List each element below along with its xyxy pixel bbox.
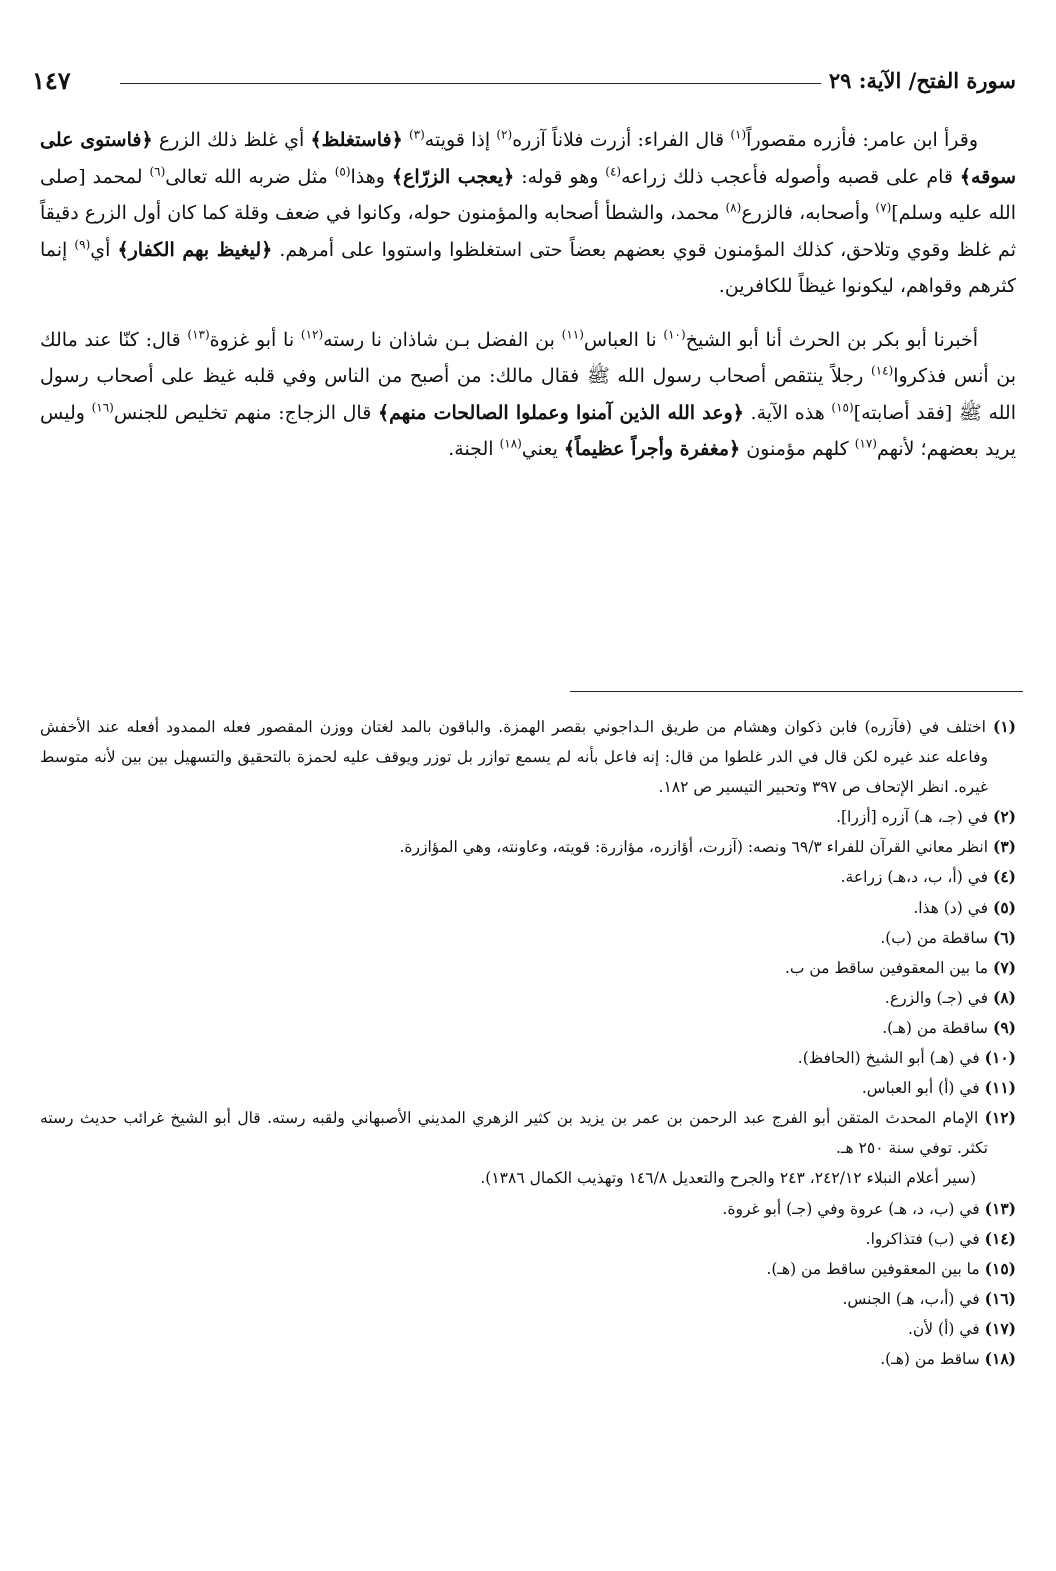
footnote-text: ما بين المعقوفين ساقط من ب.	[784, 958, 989, 977]
footnote-text: في (أ) لأن.	[907, 1319, 980, 1338]
footnote-ref[interactable]: (٤)	[605, 164, 622, 179]
quran-quote: ﴿فاستغلظ﴾	[310, 129, 403, 151]
footnote	[40, 1254, 1016, 1284]
quran-quote: ﴿وعد الله الذين آمنوا وعملوا الصالحات منهم﴾	[377, 401, 744, 424]
footnote	[40, 802, 1016, 832]
footnote-number: (١٦)	[984, 1288, 1016, 1308]
text-run: أي غلظ ذلك الزرع	[152, 129, 311, 151]
footnote-ref[interactable]: (١٥)	[831, 400, 854, 415]
footnote-ref[interactable]: (١)	[730, 127, 747, 142]
footnote-number: (١٤)	[984, 1228, 1016, 1248]
footnote-ref[interactable]: (١٣)	[187, 327, 210, 342]
text-run: أخبرنا أبو بكر بن الحرث أنا أبو الشيخ	[685, 328, 978, 351]
text-run: إنما كثرهم وقواهم، ليكونوا غيظاً للكافرين.	[40, 238, 1016, 297]
footnote-ref[interactable]: (٢)	[496, 127, 513, 142]
footnote-ref[interactable]: (٨)	[725, 200, 742, 215]
footnote	[40, 1043, 1016, 1073]
footnote-text: الإمام المحدث المتقن أبو الفرج عبد الرحمن بن عمر بن يزيد بن كثير الزهري المديني الأصبهاني ولقبه رسته. قال أبو الشيخ غرائب حديث رسته تكثر. توفي سنة ٢٥٠ هـ.	[40, 1109, 988, 1158]
footnote-text: في (أ) أبو العباس.	[861, 1079, 980, 1098]
footnote	[40, 1344, 1016, 1374]
text-run: قال: كنّا عند مالك بن أنس فذكروا	[40, 328, 1016, 387]
text-run: يعني	[521, 438, 564, 460]
footnote-ref[interactable]: (١٨)	[499, 436, 522, 451]
footnote-number: (٤)	[992, 867, 1016, 887]
text-run: لمحمد [صلى الله عليه وسلم]	[40, 165, 1016, 224]
footnote-continuation	[40, 1163, 1016, 1193]
main-text	[40, 122, 1016, 485]
footnote-number: (١١)	[984, 1078, 1016, 1098]
footnote-text: ساقطة من (هـ).	[882, 1018, 989, 1037]
footnote-ref[interactable]: (١١)	[561, 327, 584, 342]
footnote-text: (سير أعلام النبلاء ٢٤٢/١٢، ٢٤٣ والجرح والتعديل ١٤٦/٨ وتهذيب الكمال ١٣٨٦).	[480, 1169, 976, 1188]
quran-quote: ﴿فاستوى على سوقه﴾	[40, 129, 1017, 188]
text-run: قال الزجاج: منهم تخليص للجنس	[113, 401, 378, 424]
footnote-ref[interactable]: (٧)	[875, 200, 892, 215]
text-run: قال الفراء: أزرت فلاناً آزره	[512, 129, 731, 151]
footnote-number: (٩)	[992, 1017, 1016, 1037]
header-rule	[120, 83, 821, 84]
footnote	[40, 893, 1016, 923]
footnote-number: (٧)	[992, 957, 1016, 977]
text-run: هذه الآية.	[743, 401, 832, 424]
footnote	[40, 923, 1016, 953]
text-run: الجنة.	[448, 438, 500, 460]
footnote-number: (٦)	[992, 927, 1016, 947]
footnote-ref[interactable]: (١٧)	[854, 436, 877, 451]
footnote-ref[interactable]: (١٠)	[663, 327, 686, 342]
quran-quote: ﴿ليغيظ بهم الكفار﴾	[117, 238, 273, 261]
footnote-number: (١٥)	[984, 1258, 1016, 1278]
footnote-number: (٢)	[992, 807, 1016, 827]
footnote	[40, 1194, 1016, 1224]
text-run: نا أبو غزوة	[209, 328, 301, 351]
footnote-text: في (أ،ب، هـ) الجنس.	[842, 1289, 980, 1308]
footnote-text: ساقط من (هـ).	[880, 1349, 980, 1368]
footnote-text: ما بين المعقوفين ساقط من (هـ).	[766, 1259, 980, 1278]
text-run: بن الفضل بـن شاذان نا رسته	[323, 328, 562, 351]
footnote-number: (١٣)	[984, 1198, 1016, 1218]
paragraph-1	[40, 122, 1016, 305]
footnote	[40, 1073, 1016, 1103]
footnote-number: (٨)	[992, 987, 1016, 1007]
text-run: نا العباس	[583, 328, 664, 351]
footnote-text: انظر معاني القرآن للفراء ٦٩/٣ ونصه: (آزرت، أؤازره، مؤازرة: قويته، وعاونته، وهي المؤازرة.	[399, 838, 989, 857]
quran-quote: ﴿مغفرة وأجراً عظيماً﴾	[563, 438, 741, 460]
footnote-number: (١٠)	[984, 1048, 1016, 1068]
text-run: وقرأ ابن عامر: فأزره مقصوراً	[746, 129, 978, 151]
footnote-text: في (أ، ب، د،هـ) زراعة.	[840, 868, 989, 887]
footnote-text: في (هـ) أبو الشيخ (الحافظ).	[797, 1049, 980, 1068]
footnote-text: في (ب، د، هـ) عروة وفي (جـ) أبو غروة.	[722, 1199, 980, 1218]
footnote-number: (١٢)	[984, 1108, 1016, 1128]
footnote-text: في (جـ، هـ) آزره [أزرا].	[836, 808, 989, 827]
footnote	[40, 832, 1016, 862]
quran-quote: ﴿يعجب الزرّاع﴾	[391, 165, 515, 188]
paragraph-2	[40, 322, 1016, 468]
footnote	[40, 983, 1016, 1013]
text-run: قام على قصبه وأصوله فأعجب ذلك زراعه	[621, 165, 960, 188]
footnote-ref[interactable]: (٥)	[334, 164, 351, 179]
text-run: وهو قوله:	[514, 165, 606, 188]
footnote-text: اختلف في (فآزره) فابن ذكوان وهشام من طريق الـداجوني بقصر الهمزة. والباقون بالمد لغتان ووزن المقصور فعله الممدود أفعله عند الأخفش وفاعله عند غيره لكن قال في الدر غلطوا من قال: إنه فاعل بأنه لم يسمع توازر بل توزر ويوقف عليه لحمزة بالتحقيق والتسهيل بين بين لأنه متوسط غيره. انظر الإتحاف ص ٣٩٧ وتحبير التيسير ص ١٨٢.	[40, 718, 988, 797]
footnote-number: (١٧)	[984, 1318, 1016, 1338]
page-header	[32, 62, 1016, 96]
footnote-number: (١)	[992, 717, 1016, 736]
running-title: سورة الفتح/ الآية: ٢٩	[828, 68, 1016, 93]
text-run: أي	[90, 238, 118, 261]
footnote-text: في (جـ) والزرع.	[884, 988, 989, 1007]
text-run: رجلاً ينتقص أصحاب رسول الله ﷺ فقال مالك: من أصبح من الناس وفي قلبه غيظ على أصحاب رسول الله ﷺ [فقد أصابته]	[40, 365, 1016, 424]
footnote-number: (٥)	[992, 897, 1016, 917]
footnote	[40, 712, 1016, 802]
footnote-ref[interactable]: (٣)	[408, 127, 425, 142]
text-run: وهذا	[350, 165, 392, 188]
footnote-text: في (ب) فتذاكروا.	[865, 1229, 980, 1248]
footnote-number: (٣)	[992, 837, 1016, 857]
footnote	[40, 1103, 1016, 1163]
text-run: إذا قويته	[424, 129, 497, 151]
text-run: مثل ضربه الله تعالى	[165, 165, 335, 188]
footnote	[40, 862, 1016, 892]
footnote-ref[interactable]: (١٦)	[91, 400, 114, 415]
footnote-ref[interactable]: (١٢)	[300, 327, 324, 342]
footnote-separator	[570, 691, 1023, 692]
footnote-ref[interactable]: (٩)	[74, 237, 91, 252]
footnote	[40, 1224, 1016, 1254]
footnote-text: ساقطة من (ب).	[880, 928, 989, 947]
footnote-text: في (د) هذا.	[913, 898, 989, 917]
page-number: ١٤٧	[32, 66, 71, 95]
text-run: محمد، والشطأ أصحابه والمؤمنون حوله، وكانوا في ضعف وقلة كما كان أول الزرع دقيقاً ثم غلظ وقوي وتلاحق، كذلك المؤمنون قوي بعضهم بعضاً حتى استغلظوا واستووا على أمرهم.	[40, 202, 1016, 261]
footnotes	[40, 712, 1016, 1374]
footnote	[40, 1284, 1016, 1314]
footnote-number: (١٨)	[984, 1348, 1016, 1368]
footnote-ref[interactable]: (٦)	[149, 164, 166, 179]
footnote	[40, 953, 1016, 983]
footnote	[40, 1314, 1016, 1344]
footnote-ref[interactable]: (١٤)	[870, 363, 894, 378]
footnote	[40, 1013, 1016, 1043]
text-run: وليس يريد بعضهم؛ لأنهم	[40, 401, 1016, 460]
text-run: كلهم مؤمنون	[740, 438, 855, 460]
text-run: وأصحابه، فالزرع	[741, 202, 876, 224]
